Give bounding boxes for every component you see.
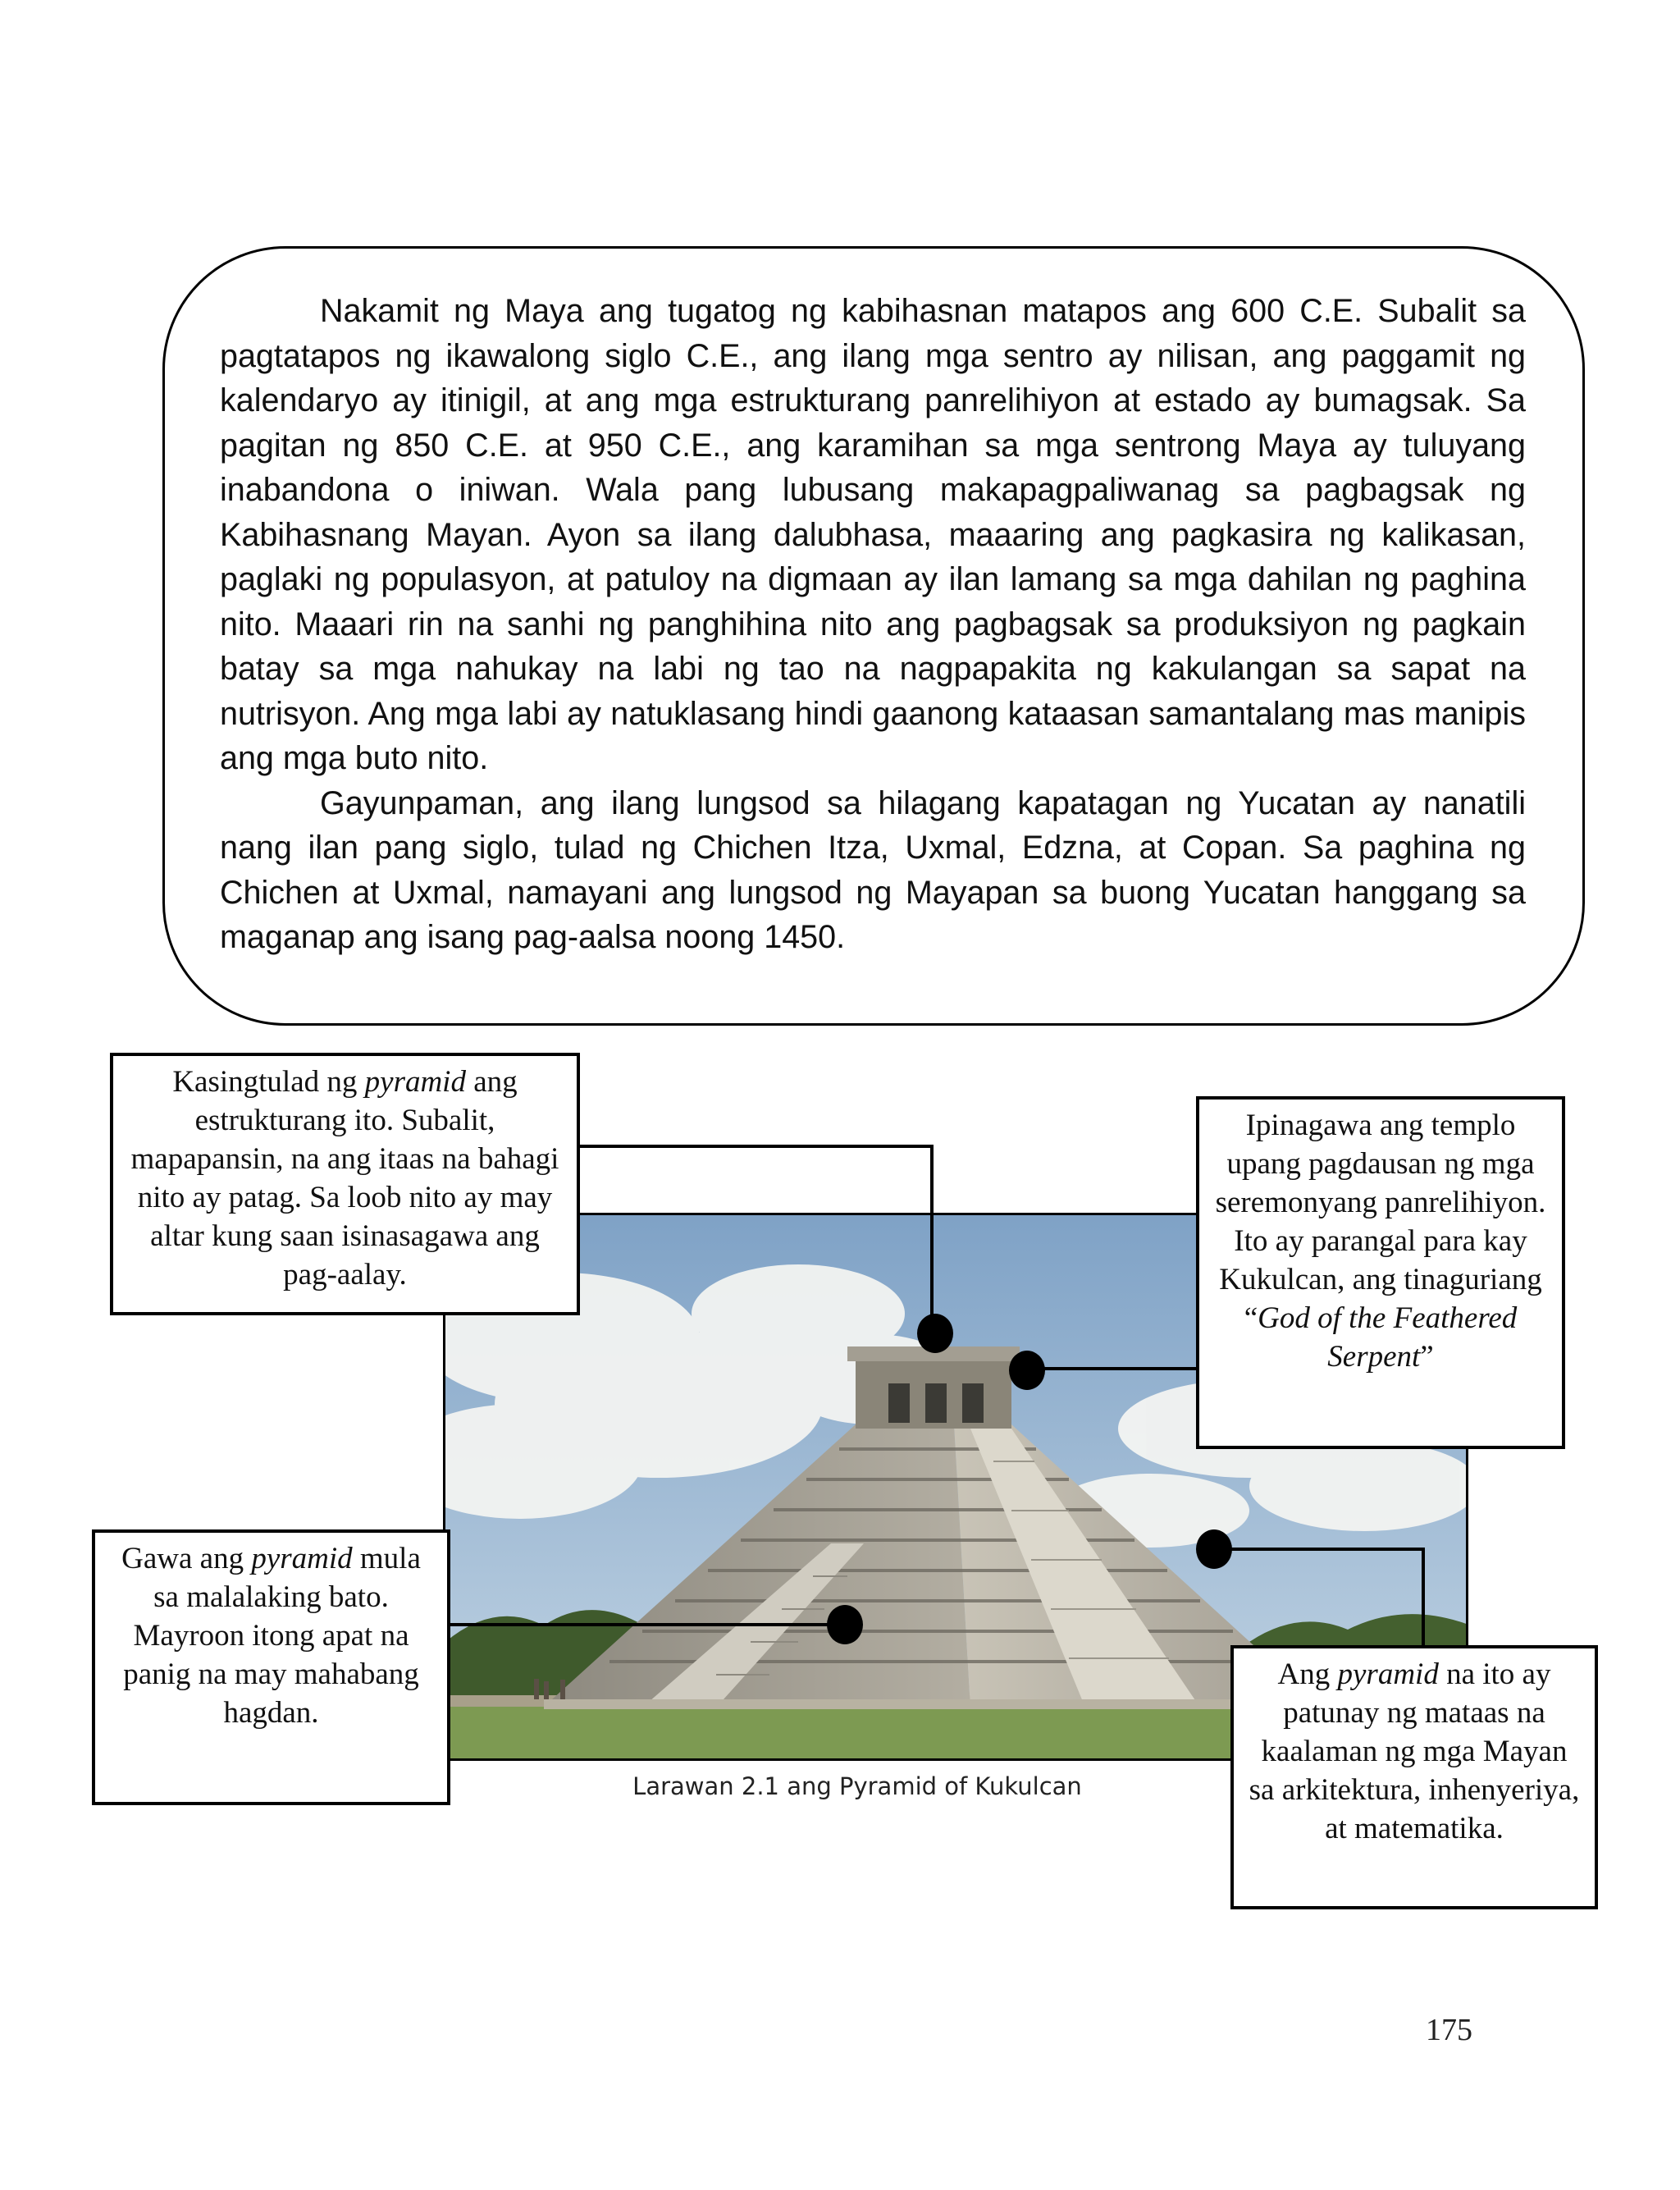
callout-stone-construction (92, 1529, 450, 1805)
paragraph-1: Nakamit ng Maya ang tugatog ng kabihasnan matapos ang 600 C.E. Subalit sa pagtatapos ng ikawalong siglo C.E., ang ilang mga sentro ay nilisan, ang paggamit ng kalendaryo ay itinigil, at ang mga estrukturang panrelihiyon at estado ay bumagsak. Sa pagitan ng 850 C.E. at 950 C.E., ang karamihan sa mga sentrong Maya ay tuluyang inabandona o iniwan. Wala pang lubusang makapagpaliwanag sa pagbagsak ng Kabihasnang Mayan. Ayon sa ilang dalubhasa, maaaring ang pagkasira ng kalikasan, paglaki ng populasyon, at patuloy na digmaan ay ilan lamang sa mga dahilan ng paghina nito. Maaari rin na sanhi ng panghihina nito ang pagbagsak sa produksiyon ng pagkain batay sa mga nahukay na labi ng tao na nagpapakita ng kakulangan sa sapat na nutrisyon. Ang mga labi ay natuklasang hindi gaanong kataasan samantalang mas manipis ang mga buto nito. (220, 293, 1526, 776)
page-number: 175 (1426, 2013, 1472, 2047)
callout-text: Kasingtulad ng (172, 1065, 365, 1099)
figure-caption: Larawan 2.1 ang Pyramid of Kukulcan (632, 1772, 1082, 1800)
callout-text: Ipinagawa ang templo upang pagdausan ng mga seremonyang panrelihiyon. Ito ay parangal para kay Kukulcan, ang tinaguriang “ (1215, 1109, 1546, 1335)
callout-text: na ito ay patunay ng mataas na kaalaman ng mga Mayan sa arkitektura, inhenyeriya, at matematika. (1249, 1657, 1580, 1845)
body-text (220, 289, 1526, 960)
paragraph-2: Gayunpaman, ang ilang lungsod sa hilagang kapatagan ng Yucatan ay nanatili nang ilan pang siglo, tulad ng Chichen Itza, Uxmal, Edzna, at Copan. Sa paghina ng Chichen at Uxmal, namayani ang lungsod ng Mayapan sa buong Yucatan hanggang sa maganap ang isang pag-aalsa noong 1450. (220, 784, 1526, 955)
callout-text: mula sa malalaking bato. Mayroon itong apat na panig na may mahabang hagdan. (123, 1542, 421, 1730)
callout-text: Ang (1277, 1657, 1338, 1691)
callout-flat-top (110, 1053, 580, 1315)
callout-italic: God of the Feathered Serpent (1258, 1301, 1518, 1374)
callout-mayan-knowledge (1230, 1645, 1598, 1909)
callout-text: ” (1420, 1340, 1434, 1374)
callout-italic: pyramid (251, 1542, 353, 1575)
callout-temple-purpose (1196, 1096, 1565, 1449)
callout-italic: pyramid (364, 1065, 466, 1099)
callout-text: ang estrukturang ito. Subalit, mapapansin, na ang itaas na bahagi nito ay patag. Sa loob nito ay may altar kung saan isinasagawa ang pag-aalay. (130, 1065, 559, 1292)
callout-text: Gawa ang (121, 1542, 252, 1575)
callout-italic: pyramid (1337, 1657, 1439, 1691)
